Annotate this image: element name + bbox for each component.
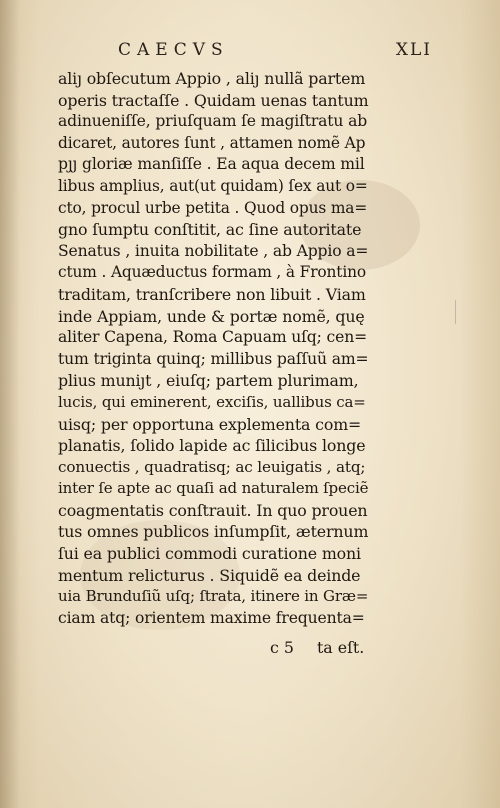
text-line: aliȷ obſecutum Appio , aliȷ nullã partem — [58, 69, 366, 88]
running-title: CAECVS — [118, 40, 229, 60]
catchword: ta eſt. — [316, 638, 365, 657]
text-line: tus omnes publicos inſumpſit, æternum — [58, 522, 369, 542]
text-line: planatis, ſolido lapide ac ſilicibus longe — [58, 436, 366, 456]
text-line: ciam atq; orientem maxime frequenta= — [58, 608, 365, 627]
text-line: uisq; per opportuna explementa com= — [58, 414, 362, 434]
text-line: gno ſumptu conſtitit, ac ſine autoritate — [58, 220, 362, 240]
text-line: adinueniſſe, priuſquam ſe magiſtratu ab — [58, 112, 368, 131]
text-line: libus amplius, aut(ut quidam) ſex aut o= — [58, 176, 368, 195]
text-line: mentum relicturus . Siquidẽ ea deinde — [58, 565, 361, 585]
text-line: Senatus , inuita nobilitate , ab Appio a= — [58, 241, 369, 260]
signature-mark: c 5 — [270, 638, 294, 657]
text-line: inde Appiam, unde & portæ nomẽ, quę — [58, 306, 365, 326]
text-line: traditam, tranſcribere non libuit . Viam — [58, 284, 366, 304]
text-line: plius muniȷt , eiuſq; partem plurimam, — [58, 371, 359, 391]
text-line: conuectis , quadratisq; ac leuigatis , atq; — [58, 457, 366, 476]
page-footer — [270, 638, 364, 657]
text-line: cto, procul urbe petita . Quod opus ma= — [58, 198, 368, 217]
show-through-mark — [455, 300, 464, 324]
gutter-shadow — [0, 0, 20, 808]
text-line: ſui ea publici commodi curatione moni — [58, 544, 361, 564]
page-header — [58, 40, 432, 62]
text-line: ctum . Aquæductus formam , à Frontino — [58, 263, 366, 282]
text-line: dicaret, autores ſunt , attamen nomẽ Ap — [58, 133, 366, 152]
text-line: operis tractaſſe . Quidam uenas tantum — [58, 90, 369, 110]
text-line: pȷȷ gloriæ manſiſſe . Ea aqua decem mil — [58, 155, 365, 174]
text-line: inter ſe apte ac quaſi ad naturalem ſpeciẽ — [58, 479, 369, 498]
body-text — [58, 68, 368, 629]
text-line: coagmentatis conſtrauit. In quo prouen — [58, 500, 368, 520]
text-line: tum triginta quinq; millibus paſſuũ am= — [58, 349, 369, 368]
text-line: uia Brunduſiũ uſq; ſtrata, itinere in Græ= — [58, 587, 369, 606]
text-line: lucis, qui eminerent, exciſis, uallibus ca= — [58, 392, 366, 411]
text-line: aliter Capena, Roma Capuam uſq; cen= — [58, 328, 368, 347]
folio-number: XLI — [395, 40, 432, 60]
